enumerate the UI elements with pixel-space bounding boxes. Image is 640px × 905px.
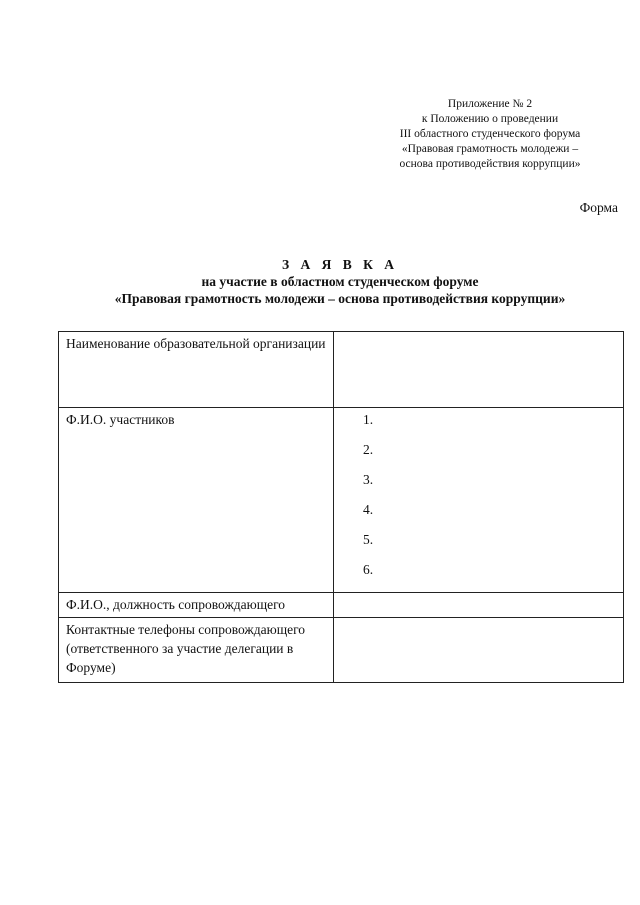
- participants-field[interactable]: [334, 408, 624, 593]
- phones-label: Контактные телефоны сопровождающего (ответственного за участие делегации в Форуме): [59, 618, 334, 683]
- title-forum-name: «Правовая грамотность молодежи – основа противодействия коррупции»: [114, 291, 566, 306]
- participants-label: Ф.И.О. участников: [59, 408, 334, 593]
- phones-field[interactable]: [334, 618, 624, 683]
- table-row-participants: [59, 408, 624, 593]
- table-row-org: [59, 332, 624, 408]
- document-title: [0, 256, 640, 307]
- participant-item: 5.: [363, 532, 374, 547]
- org-name-label: Наименование образовательной организации: [59, 332, 334, 408]
- appendix-header: [370, 97, 610, 172]
- participant-item: 6.: [363, 562, 374, 577]
- appendix-line: основа противодействия коррупции»: [399, 158, 581, 170]
- appendix-line: III областного студенческого форума: [399, 128, 581, 140]
- participants-list: [341, 410, 616, 590]
- participant-item: 1.: [363, 412, 374, 427]
- table-row-escort: [59, 593, 624, 618]
- form-label: Форма: [579, 200, 618, 215]
- escort-field[interactable]: [334, 593, 624, 618]
- participant-item: 3.: [363, 472, 374, 487]
- appendix-line: «Правовая грамотность молодежи –: [401, 143, 579, 155]
- participant-item: 4.: [363, 502, 374, 517]
- title-subline: на участие в областном студенческом форуме: [201, 274, 479, 289]
- title-heading: З А Я В К А: [281, 257, 399, 272]
- participant-item: 2.: [363, 442, 374, 457]
- application-table: [58, 331, 624, 683]
- org-name-field[interactable]: [334, 332, 624, 408]
- appendix-line: к Положению о проведении: [421, 113, 559, 125]
- appendix-line: Приложение № 2: [447, 98, 533, 110]
- escort-label: Ф.И.О., должность сопровождающего: [59, 593, 334, 618]
- table-row-phones: [59, 618, 624, 683]
